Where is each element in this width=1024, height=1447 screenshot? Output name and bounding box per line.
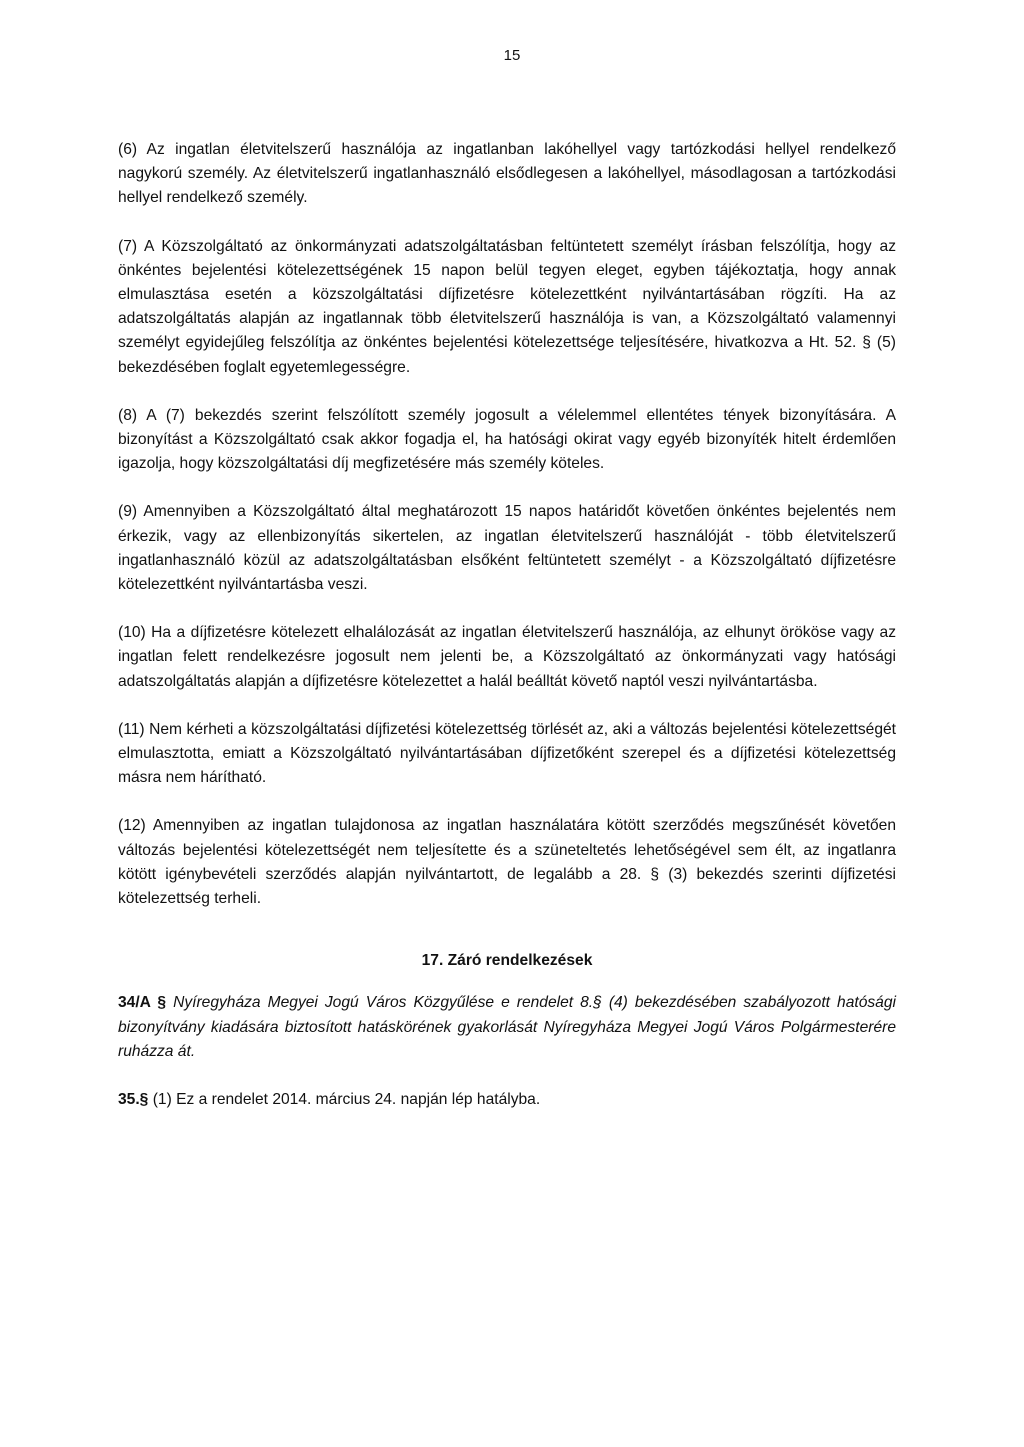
section-34a-label: 34/A §	[118, 994, 167, 1012]
section-35	[118, 1088, 896, 1112]
section-heading: 17. Záró rendelkezések	[421, 952, 593, 970]
section-35-label: 35.§	[118, 1091, 149, 1109]
section-34a	[118, 991, 896, 1064]
paragraph-10: (10) Ha a díjfizetésre kötelezett elhalálozását az ingatlan életvitelszerű használója, az elhunyt örököse vagy az ingatlan felett rendelkezésre jogosult nem jelenti be, a Közszolgáltató az önkormányzati vagy hatósági adatszolgáltatás alapján a díjfizetésre kötelezettet a halál beálltát követő naptól veszi nyilvántartásba.	[118, 624, 896, 690]
paragraph-9: (9) Amennyiben a Közszolgáltató által meghatározott 15 napos határidőt követően önkéntes bejelentés nem érkezik, vagy az ellenbizonyítás sikertelen, az ingatlan életvitelszerű használóját - több életvitelszerű ingatlanhasználó közül az adatszolgáltatásban elsőként feltüntetett személyt - a Közszolgáltató díjfizetésre kötelezettként nyilvántartásba veszi.	[118, 503, 896, 594]
document-body	[118, 138, 896, 1136]
page-number: 15	[503, 47, 521, 64]
section-34a-text: Nyíregyháza Megyei Jogú Város Közgyűlése e rendelet 8.§ (4) bekezdésében szabályozott hatósági bizonyítvány kiadására biztosított hatáskörének gyakorlását Nyíregyháza Megyei Jogú Város Polgármesterére ruházza át.	[118, 994, 896, 1060]
paragraph-8: (8) A (7) bekezdés szerint felszólított személy jogosult a vélelemmel ellentétes tények bizonyítására. A bizonyítást a Közszolgáltató csak akkor fogadja el, ha hatósági okirat vagy egyéb bizonyíték hitelt érdemlően igazolja, hogy közszolgáltatási díj megfizetésére más személy köteles.	[118, 406, 896, 473]
paragraph-7: (7) A Közszolgáltató az önkormányzati adatszolgáltatásban feltüntetett személyt írásban felszólítja, hogy az önkéntes bejelentési kötelezettségének 15 napon belül tegyen eleget, egyben tájékoztatja, hogy annak elmulasztása esetén a közszolgáltatási díjfizetésre kötelezettként nyilvántartásában rögzíti. Ha az adatszolgáltatás alapján az ingatlannak több életvitelszerű használója is van, a Közszolgáltató valamennyi személyt egyidejűleg felszólítja az önkéntes bejelentési kötelezettsége teljesítésére, hivatkozva a Ht. 52. § (5) bekezdésében foglalt egyetemlegességre.	[118, 237, 896, 376]
section-35-text: (1) Ez a rendelet 2014. március 24. napján lép hatályba.	[152, 1091, 541, 1109]
paragraph-6: (6) Az ingatlan életvitelszerű használója az ingatlanban lakóhellyel vagy tartózkodási hellyel rendelkező nagykorú személy. Az életvitelszerű ingatlanhasználó elsődlegesen a lakóhellyel, másodlagosan a tartózkodási hellyel rendelkező személy.	[118, 141, 896, 207]
paragraph-11: (11) Nem kérheti a közszolgáltatási díjfizetési kötelezettség törlését az, aki a változás bejelentési kötelezettségét elmulasztotta, emiatt a Közszolgáltató nyilvántartásában díjfizetőként szerepel és a díjfizetési kötelezettség másra nem hárítható.	[118, 720, 896, 787]
paragraph-12: (12) Amennyiben az ingatlan tulajdonosa az ingatlan használatára kötött szerződés megszűnését követően változás bejelentési kötelezettségét nem teljesítette és a szüneteltetés lehetőségével sem élt, az ingatlanra kötött igénybevételi szerződés alapján nyilvántartott, de legalább a 28. § (3) bekezdés szerinti díjfizetési kötelezettség terheli.	[118, 817, 896, 908]
